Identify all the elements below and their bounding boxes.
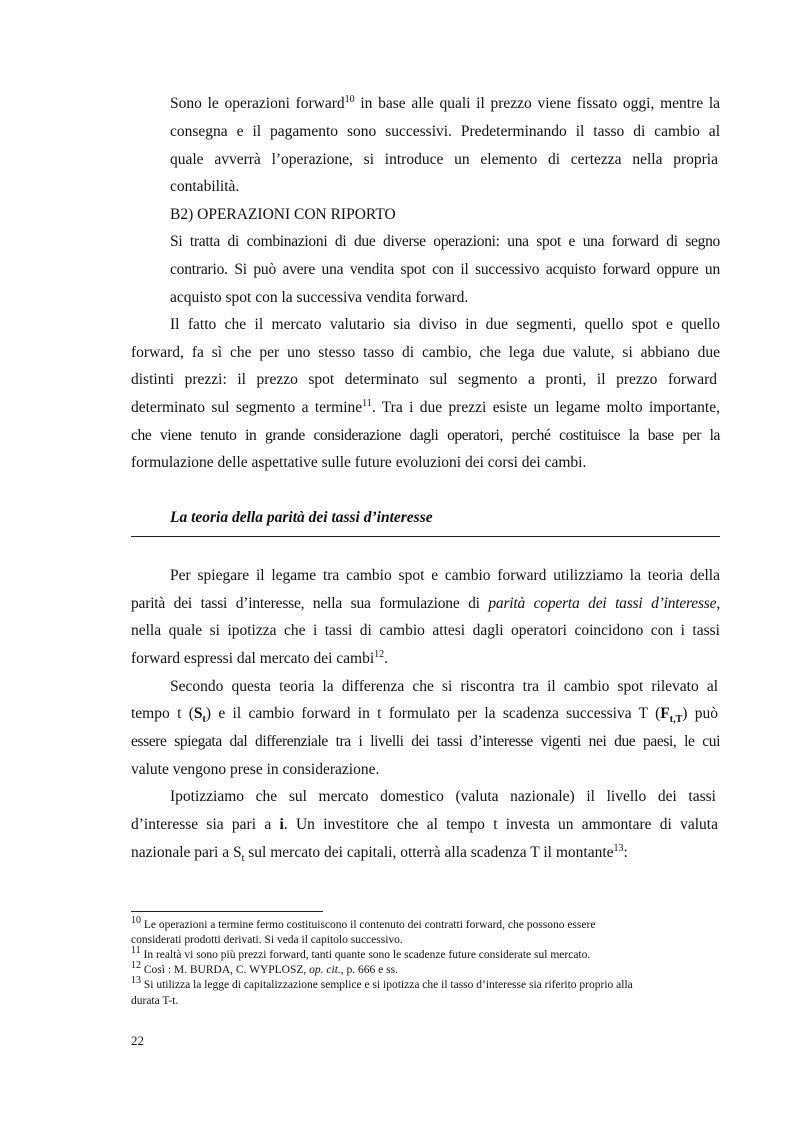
- para1-line-6: formulazione delle aspettative sulle future evoluzioni dei corsi dei cambi.: [131, 454, 587, 471]
- footnote-ref: 11: [362, 397, 372, 409]
- footnote-separator: [131, 911, 323, 912]
- footnote-13-line-2: durata T-t.: [131, 995, 179, 1007]
- para3-line-2: [131, 704, 718, 724]
- symbol-f: F: [660, 705, 670, 722]
- text: Così : M. BURDA, C. WYPLOSZ,: [141, 964, 310, 976]
- block1-line-3: quale avverrà l’operazione, si introduce un elemento di certezza nella propria: [170, 151, 718, 168]
- text: parità dei tassi d’interesse, nella sua formulazione di: [131, 595, 489, 612]
- text: , p. 666 e ss.: [340, 964, 398, 976]
- subscript: t: [202, 714, 206, 726]
- text: nazionale pari a S: [131, 844, 242, 861]
- footnote-12: [131, 960, 398, 977]
- text: sul mercato dei capitali, otterrà alla scadenza T il montante: [244, 844, 614, 861]
- text: ,: [716, 595, 721, 612]
- b2-line-2: contrario. Si può avere una vendita spot con il successivo acquisto forward oppure un: [170, 261, 720, 278]
- italic-term: parità coperta dei tassi d’interesse: [488, 595, 717, 612]
- text: d’interesse sia pari a: [131, 816, 280, 833]
- footnote-ref: 10: [344, 93, 355, 105]
- para4-line-2: [131, 815, 718, 835]
- b2-line-1: Si tratta di combinazioni di due diverse operazioni: una spot e una forward di segno: [170, 233, 720, 250]
- section-heading: La teoria della parità dei tassi d’interesse: [170, 509, 433, 526]
- para2-line-2: [131, 594, 720, 614]
- footnote-number: 10: [131, 915, 141, 927]
- symbol-i: i: [279, 816, 284, 833]
- para2-line-4: [131, 649, 388, 669]
- text: ) e il cambio forward in t formulato per la scadenza successiva T (: [205, 705, 661, 722]
- text: in base alle quali il prezzo viene fissato oggi, mentre la: [354, 95, 721, 112]
- page-number: 22: [131, 1033, 144, 1048]
- footnote-10-line-1: [131, 915, 596, 932]
- block1-line-4: contabilità.: [170, 178, 240, 195]
- para2-line-1: Per spiegare il legame tra cambio spot e cambio forward utilizziamo la teoria della: [170, 567, 720, 584]
- subscript: t: [241, 853, 245, 865]
- text: In realtà vi sono più prezzi forward, tanti quante sono le scadenze future considerate sul mercato.: [140, 949, 591, 961]
- footnote-number: 13: [131, 975, 141, 987]
- block1-line-1: [170, 94, 720, 114]
- text: Le operazioni a termine fermo costituiscono il contenuto dei contratti forward, che possono essere: [141, 919, 596, 931]
- footnote-ref: 12: [374, 648, 385, 660]
- block1-line-2: consegna e il pagamento sono successivi. Predeterminando il tasso di cambio al: [170, 123, 720, 140]
- para3-line-1: Secondo questa teoria la differenza che si riscontra tra il cambio spot rilevato al: [170, 678, 718, 695]
- para1-line-2: forward, fa sì che per uno stesso tasso di cambio, che lega due valute, si abbiano due: [131, 344, 720, 361]
- text: Sono le operazioni forward: [170, 95, 345, 112]
- para2-line-3: nella quale si ipotizza che i tassi di cambio attesi dagli operatori coincidono con i tassi: [131, 622, 720, 639]
- para4-line-1: Ipotizziamo che sul mercato domestico (valuta nazionale) il livello dei tassi: [170, 788, 716, 805]
- footnote-number: 11: [131, 945, 141, 957]
- text: . Un investitore che al tempo t investa un ammontare di valuta: [283, 816, 718, 833]
- para4-line-3: [131, 843, 628, 863]
- italic-citation: op. cit.: [309, 964, 341, 976]
- para1-line-5: che viene tenuto in grande considerazione dagli operatori, perché costituisce la base per la: [131, 427, 720, 444]
- text: Si utilizza la legge di capitalizzazione semplice e si ipotizza che il tasso d’interesse sia riferito proprio alla: [141, 979, 633, 991]
- text: determinato sul segmento a termine: [131, 399, 363, 416]
- text: tempo t (: [131, 705, 194, 722]
- b2-title: B2) OPERAZIONI CON RIPORTO: [170, 206, 396, 223]
- para1-line-3: distinti prezzi: il prezzo spot determinato sul segmento a pronti, il prezzo forward: [131, 371, 717, 388]
- footnote-ref: 13: [613, 842, 624, 854]
- heading-rule: [131, 536, 720, 537]
- b2-line-3: acquisto spot con la successiva vendita forward.: [170, 289, 469, 306]
- text: .: [384, 650, 389, 667]
- para3-line-4: valute vengono prese in considerazione.: [131, 761, 380, 778]
- subscript: t,T: [669, 714, 683, 726]
- para3-line-3: essere spiegata dal differenziale tra i livelli dei tassi d’interesse vigenti nei due paesi, le cui: [131, 733, 720, 750]
- footnote-13-line-1: [131, 975, 633, 992]
- footnote-11: [131, 945, 591, 962]
- para1-line-4: [131, 398, 720, 418]
- para1-line-1: Il fatto che il mercato valutario sia diviso in due segmenti, quello spot e quello: [170, 316, 720, 333]
- symbol-s: S: [193, 705, 203, 722]
- text: . Tra i due prezzi esiste un legame molto importante,: [371, 399, 720, 416]
- footnote-number: 12: [131, 960, 141, 972]
- text: forward espressi dal mercato dei cambi: [131, 650, 375, 667]
- text: ) può: [682, 705, 719, 722]
- footnote-10-line-2: considerati prodotti derivati. Si veda il capitolo successivo.: [131, 934, 403, 946]
- text: :: [623, 844, 628, 861]
